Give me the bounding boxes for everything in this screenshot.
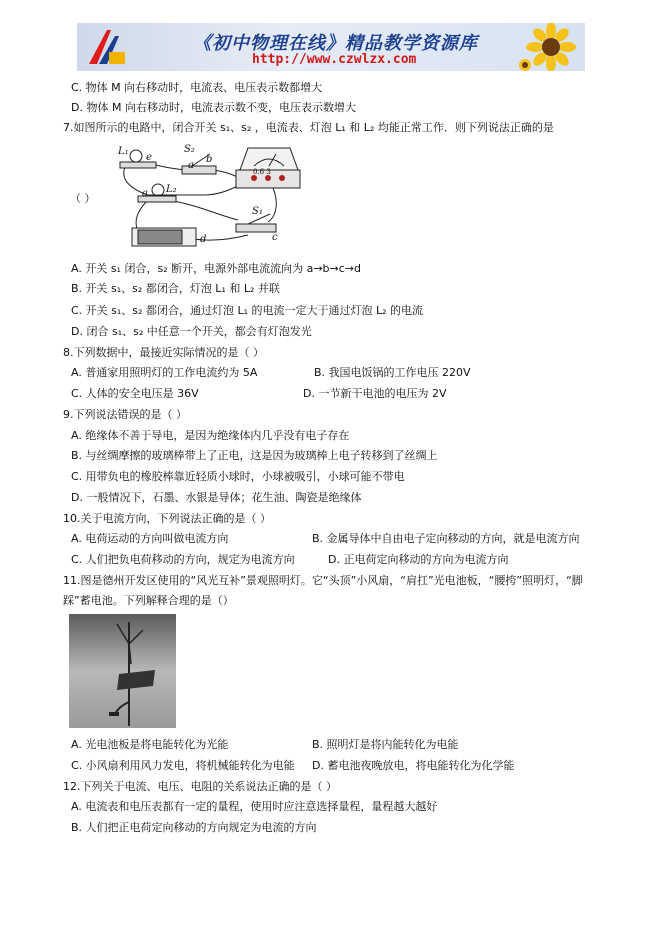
q10-option-a: A. 电荷运动的方向叫做电流方向 — [71, 532, 229, 545]
q7-option-a: A. 开关 s₁ 闭合，s₂ 断开，电源外部电流流向为 a→b→c→d — [71, 262, 361, 275]
q6-option-d: D. 物体 M 向右移动时，电流表示数不变，电压表示数增大 — [71, 101, 356, 114]
q8-option-d: D. 一节新干电池的电压为 2V — [303, 387, 447, 400]
label-s2: S₂ — [184, 144, 195, 155]
q8-option-a: A. 普通家用照明灯的工作电流约为 5A — [71, 366, 258, 379]
q11-stem-line1: 11.图是德州开发区使用的“风光互补”景观照明灯。它“头顶”小风扇，“肩扛”光电池板，“腰挎”照明灯，“脚 — [63, 574, 583, 587]
q7-circuit-figure — [108, 140, 308, 252]
ammeter-scale: 0.6 3 — [253, 168, 271, 176]
q11-lamp-photo — [69, 614, 176, 728]
q8-option-c: C. 人体的安全电压是 36V — [71, 387, 199, 400]
banner-url[interactable]: http://www.czwlzx.com — [252, 52, 417, 67]
q6-option-c: C. 物体 M 向右移动时，电流表、电压表示数都增大 — [71, 81, 323, 94]
q11-option-b: B. 照明灯是将内能转化为电能 — [312, 738, 459, 751]
q12-option-a: A. 电流表和电压表都有一定的量程，使用时应注意选择量程，量程越大越好 — [71, 800, 438, 813]
q8-option-b: B. 我国电饭锅的工作电压 220V — [314, 366, 471, 379]
q11-option-d: D. 蓄电池夜晚放电，将电能转化为化学能 — [312, 759, 515, 772]
q7-option-d: D. 闭合 s₁、s₂ 中任意一个开关，都会有灯泡发光 — [71, 325, 312, 338]
banner-title: 《初中物理在线》精品教学资源库 — [193, 33, 478, 54]
label-c: c — [272, 232, 278, 243]
q11-stem-line2: 踩”蓄电池。下列解释合理的是（） — [63, 594, 234, 607]
label-a-upper: a — [188, 160, 194, 171]
q9-stem: 9.下列说法错误的是（ ） — [63, 408, 187, 421]
q8-stem: 8.下列数据中，最接近实际情况的是（ ） — [63, 346, 264, 359]
label-a-lower: a — [142, 188, 148, 199]
q7-option-c: C. 开关 s₁、s₂ 都闭合，通过灯泡 L₁ 的电流一定大于通过灯泡 L₂ 的电流 — [71, 304, 424, 317]
q12-option-b: B. 人们把正电荷定向移动的方向规定为电流的方向 — [71, 821, 317, 834]
q11-option-c: C. 小风扇利用风力发电，将机械能转化为电能 — [71, 759, 295, 772]
q7-answer-paren: （ ） — [70, 192, 96, 205]
q12-stem: 12.下列关于电流、电压、电阻的关系说法正确的是（ ） — [63, 780, 337, 793]
q10-option-c: C. 人们把负电荷移动的方向，规定为电流方向 — [71, 553, 295, 566]
sunflower-icon — [515, 23, 577, 71]
q9-option-b: B. 与丝绸摩擦的玻璃棒带上了正电，这是因为玻璃棒上电子转移到了丝绸上 — [71, 449, 438, 462]
q9-option-c: C. 用带负电的橡胶棒靠近轻质小球时，小球被吸引，小球可能不带电 — [71, 470, 405, 483]
q7-stem: 7.如图所示的电路中，闭合开关 s₁、s₂ ，电流表、灯泡 L₁ 和 L₂ 均能正常工作．则下列说法正确的是 — [63, 121, 554, 134]
label-s1: S₁ — [252, 206, 263, 217]
q11-option-a: A. 光电池板是将电能转化为光能 — [71, 738, 229, 751]
q10-stem: 10.关于电流方向，下列说法正确的是（ ） — [63, 512, 271, 525]
site-logo-icon — [85, 26, 129, 68]
label-l1: L₁ — [118, 146, 129, 157]
q9-option-d: D. 一般情况下，石墨、水银是导体；花生油、陶瓷是绝缘体 — [71, 491, 362, 504]
q9-option-a: A. 绝缘体不善于导电，是因为绝缘体内几乎没有电子存在 — [71, 429, 350, 442]
label-d: d — [200, 234, 207, 245]
q10-option-b: B. 金属导体中自由电子定向移动的方向，就是电流方向 — [312, 532, 580, 545]
label-l2: L₂ — [166, 184, 177, 195]
header-banner — [77, 23, 585, 71]
q10-option-d: D. 正电荷定向移动的方向为电流方向 — [328, 553, 509, 566]
label-e: e — [146, 152, 152, 163]
label-b: b — [206, 154, 213, 165]
q7-option-b: B. 开关 s₁、s₂ 都闭合，灯泡 L₁ 和 L₂ 并联 — [71, 282, 280, 295]
